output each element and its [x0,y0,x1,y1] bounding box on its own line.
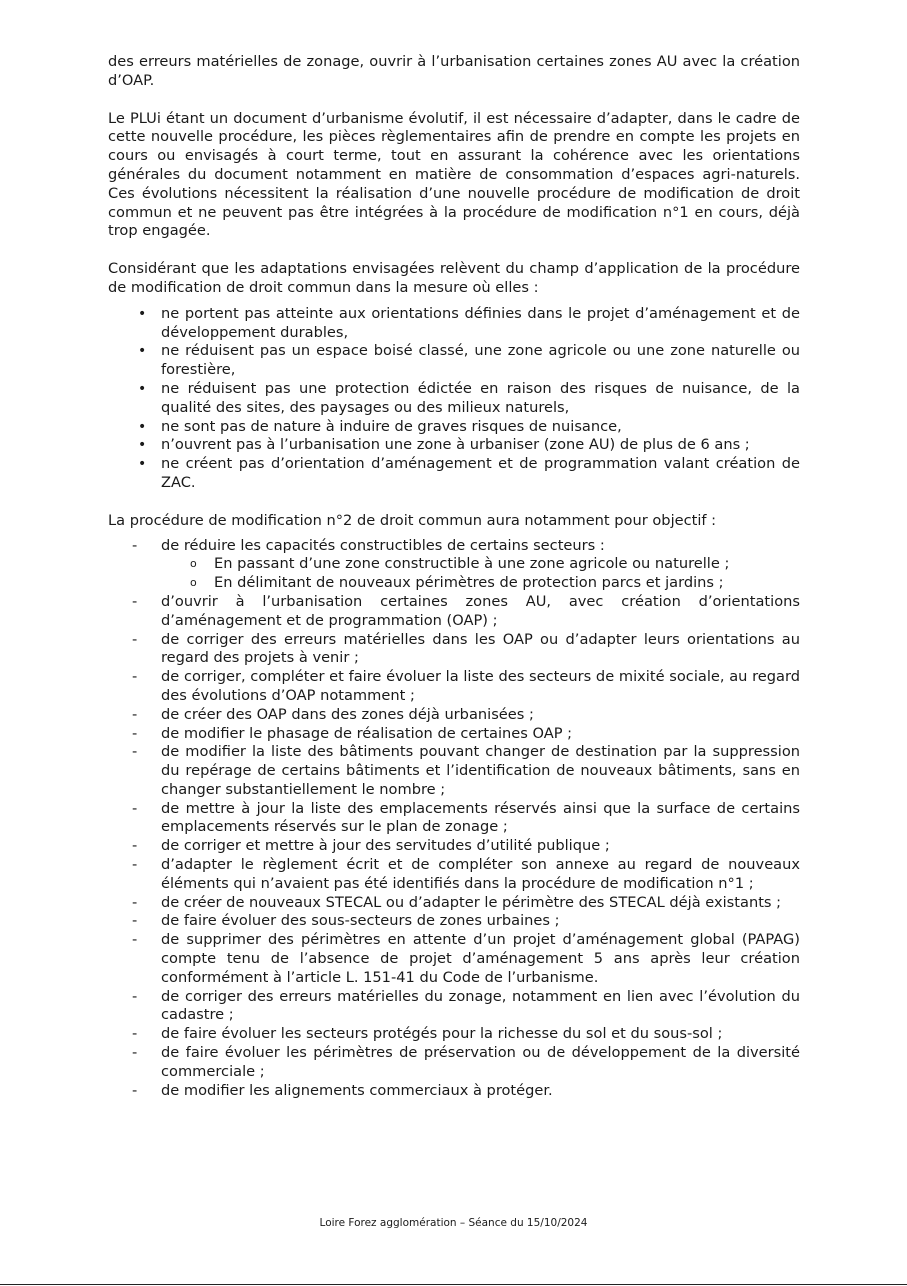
dash-icon: - [132,705,138,723]
bullet-icon: • [138,343,147,360]
list-item: - de modifier le phasage de réalisation de certaines OAP ; [132,724,573,742]
list-item: • ne portent pas atteinte aux orientations définies dans le projet d’aménagement et de développement durables, [138,304,800,341]
bullet-icon: • [138,437,147,454]
dash-icon: - [132,724,138,742]
list-item: - de réduire les capacités constructibles de certains secteurs : o En passant d’une zone constructible à une zone agricole ou naturelle ; o En délimitant de nouveaux périmètres de protection parcs et jardins ; [108,537,800,593]
dash-icon: - [132,592,138,610]
objectives-list [108,537,800,1101]
conditions-list [108,305,800,493]
list-item: - d’ouvrir à l’urbanisation certaines zones AU, avec création d’orientations d’aménagement et de programmation (OAP) ; [132,592,800,629]
document-body [108,53,800,1100]
list-item: - de faire évoluer des sous-secteurs de zones urbaines ; [132,912,560,930]
list-item: - de créer des OAP dans des zones déjà urbanisées ; [132,705,534,723]
paragraph-considering: Considérant que les adaptations envisagées relèvent du champ d’application de la procédure de modification de droit commun dans la mesure où elles : [108,260,800,296]
list-item: - de corriger des erreurs matérielles du zonage, notamment en lien avec l’évolution du cadastre ; [132,987,800,1024]
list-item: • ne créent pas d’orientation d’aménagement et de programmation valant création de ZAC. [138,455,800,491]
dash-icon: - [132,743,138,761]
dash-icon: - [132,668,138,686]
list-item: - de faire évoluer les périmètres de préservation ou de développement de la diversité commerciale ; [132,1044,800,1080]
bullet-icon: • [138,305,147,322]
list-item: - de modifier les alignements commerciaux à protéger. [132,1081,553,1099]
list-item: - d’adapter le règlement écrit et de compléter son annexe au regard de nouveaux éléments qui n’avaient pas été identifiés dans la procédure de modification n°1 ; [132,856,800,892]
list-item: • ne sont pas de nature à induire de graves risques de nuisance, [138,417,622,435]
paragraph-plui: Le PLUi étant un document d’urbanisme évolutif, il est nécessaire d’adapter, dans le cadre de cette nouvelle procédure, les pièces règlementaires afin de prendre en compte les projets en cours ou envisagés à court terme, tout en assurant la cohérence avec les orientations générales du document notamment en matière de consommation d’espaces agri-naturels. Ces évolutions nécessitent la réalisation d’une nouvelle procédure de modification de droit commun et ne peuvent pas être intégrées à la procédure de modification n°1 en cours, déjà trop engagée. [108,109,800,240]
list-item: • ne réduisent pas un espace boisé classé, une zone agricole ou une zone naturelle ou forestière, [138,342,800,379]
dash-icon: - [132,536,138,554]
sub-list-item: o En délimitant de nouveaux périmètres de protection parcs et jardins ; [190,574,724,592]
list-item: - de supprimer des périmètres en attente d’un projet d’aménagement global (PAPAG) compte tenu de l’absence de projet d’aménagement 5 ans après leur création conformément à l’article L. 151-41 du Code de l’urbanisme. [132,931,800,986]
dash-icon: - [132,912,138,930]
list-item: - de faire évoluer les secteurs protégés pour la richesse du sol et du sous-sol ; [132,1025,723,1043]
list-item: • n’ouvrent pas à l’urbanisation une zone à urbaniser (zone AU) de plus de 6 ans ; [138,436,750,454]
dash-icon: - [132,987,138,1005]
sub-objectives-list [161,555,800,593]
sub-list-item: o En passant d’une zone constructible à une zone agricole ou naturelle ; [190,555,730,573]
dash-icon: - [132,1025,138,1043]
bottom-divider [0,1284,907,1285]
circle-bullet-icon: o [190,557,197,571]
bullet-icon: • [138,456,147,473]
dash-icon: - [132,837,138,855]
paragraph-intro: des erreurs matérielles de zonage, ouvrir à l’urbanisation certaines zones AU avec la création d’OAP. [108,53,800,89]
list-item: - de créer de nouveaux STECAL ou d’adapter le périmètre des STECAL déjà existants ; [132,893,782,911]
list-item: - de mettre à jour la liste des emplacements réservés ainsi que la surface de certains emplacements réservés sur le plan de zonage ; [132,799,800,836]
dash-icon: - [132,630,138,648]
list-item: • ne réduisent pas une protection édictée en raison des risques de nuisance, de la qualité des sites, des paysages ou des milieux naturels, [138,379,800,416]
dash-icon: - [132,1081,138,1099]
dash-icon: - [132,856,138,874]
page-footer: Loire Forez agglomération – Séance du 15/10/2024 [319,1217,588,1229]
list-item: - de corriger et mettre à jour des servitudes d’utilité publique ; [132,837,610,855]
dash-icon: - [132,893,138,911]
circle-bullet-icon: o [190,576,197,590]
paragraph-objectives-intro: La procédure de modification n°2 de droit commun aura notamment pour objectif : [108,511,717,529]
list-item: - de modifier la liste des bâtiments pouvant changer de destination par la suppression du repérage de certains bâtiments et l’identification de nouveaux bâtiments, sans en changer substantiellement le nombre ; [132,743,800,798]
bullet-icon: • [138,418,147,435]
dash-icon: - [132,1044,138,1062]
dash-icon: - [132,931,138,949]
list-item: - de corriger des erreurs matérielles dans les OAP ou d’adapter leurs orientations au regard des projets à venir ; [132,630,800,667]
list-item: - de corriger, compléter et faire évoluer la liste des secteurs de mixité sociale, au regard des évolutions d’OAP notamment ; [132,668,800,704]
bullet-icon: • [138,380,147,397]
dash-icon: - [132,799,138,817]
